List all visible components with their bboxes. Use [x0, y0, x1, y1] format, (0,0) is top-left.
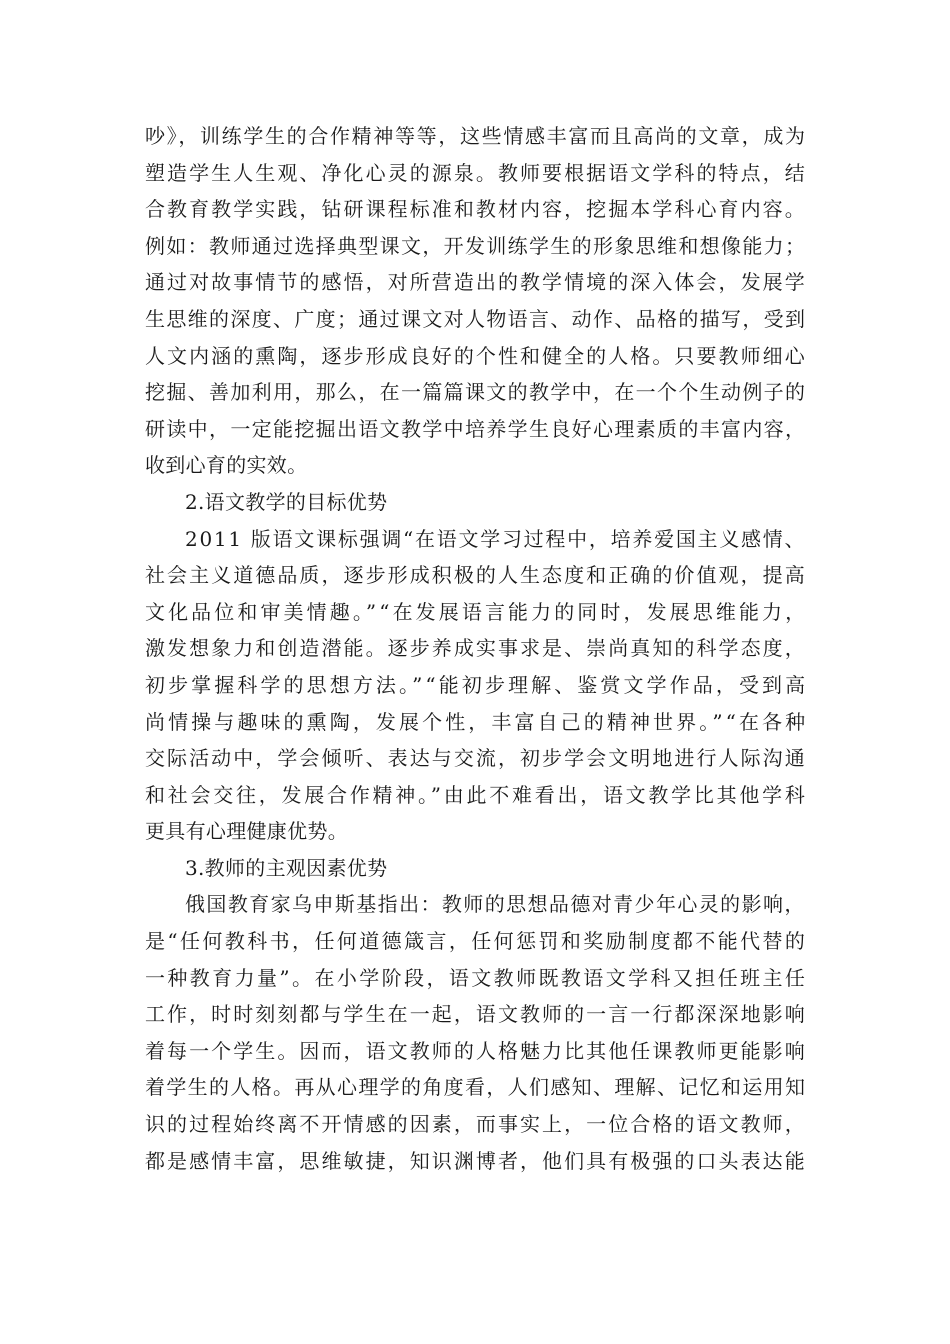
text-line: 例如：教师通过选择典型课文，开发训练学生的形象思维和想像能力；: [145, 233, 807, 258]
text-line: 着学生的人格。再从心理学的角度看，人们感知、理解、记忆和运用知: [145, 1075, 807, 1100]
text-line: 都是感情丰富，思维敏捷，知识渊博者，他们具有极强的口头表达能: [145, 1148, 807, 1173]
text-line: 尚情操与趣味的熏陶，发展个性，丰富自己的精神世界。”“在各种: [145, 709, 809, 734]
text-line: 和社会交往，发展合作精神。”由此不难看出，语文教学比其他学科: [145, 782, 808, 807]
text-line: 收到心育的实效。: [145, 453, 308, 478]
text-line: 着每一个学生。因而，语文教师的人格魅力比其他任课教师更能影响: [145, 1038, 807, 1063]
text-line: 生思维的深度、广度；通过课文对人物语言、动作、品格的描写，受到: [145, 306, 807, 331]
text-line: 人文内涵的熏陶，逐步形成良好的个性和健全的人格。只要教师细心: [145, 343, 807, 368]
text-line: 吵》，训练学生的合作精神等等，这些情感丰富而且高尚的文章，成为: [145, 124, 807, 148]
text-line: 合教育教学实践，钻研课程标准和教材内容，挖掘本学科心育内容。: [145, 197, 807, 222]
text-line: 更具有心理健康优势。: [145, 819, 348, 844]
body-text: [145, 118, 809, 1179]
text-line: 是“任何教科书，任何道德箴言，任何惩罚和奖励制度都不能代替的: [145, 929, 808, 954]
text-line: 挖掘、善加利用，那么，在一篇篇课文的教学中，在一个个生动例子的: [145, 380, 807, 405]
text-line: 俄国教育家乌申斯基指出：教师的思想品德对青少年心灵的影响，: [185, 892, 806, 917]
text-line: 工作，时时刻刻都与学生在一起，语文教师的一言一行都深深地影响: [145, 1002, 807, 1027]
text-line: 研读中，一定能挖掘出语文教学中培养学生良好心理素质的丰富内容，: [145, 416, 807, 441]
text-line: 社会主义道德品质，逐步形成积极的人生态度和正确的价值观，提高: [145, 563, 807, 588]
text-line: 识的过程始终离不开情感的因素，而事实上，一位合格的语文教师，: [145, 1112, 807, 1137]
text-line: 一种教育力量”。在小学阶段，语文教师既教语文学科又担任班主任: [145, 965, 808, 990]
text-line: 2.语文教学的目标优势: [185, 489, 388, 514]
text-line: 激发想象力和创造潜能。逐步养成实事求是、崇尚真知的科学态度，: [145, 636, 807, 661]
text-line: 塑造学生人生观、净化心灵的源泉。教师要根据语文学科的特点，结: [145, 160, 807, 185]
text-line: 交际活动中，学会倾听、表达与交流，初步学会文明地进行人际沟通: [145, 746, 807, 771]
text-line: 3.教师的主观因素优势: [185, 855, 388, 880]
text-line: 文化品位和审美情趣。”“在发展语言能力的同时，发展思维能力，: [145, 599, 809, 624]
text-line: 通过对故事情节的感悟，对所营造出的教学情境的深入体会，发展学: [145, 270, 807, 295]
text-line: 2011 版语文课标强调“在语文学习过程中，培养爱国主义感情、: [185, 526, 807, 551]
text-line: 初步掌握科学的思想方法。”“能初步理解、鉴赏文学作品，受到高: [145, 672, 809, 697]
